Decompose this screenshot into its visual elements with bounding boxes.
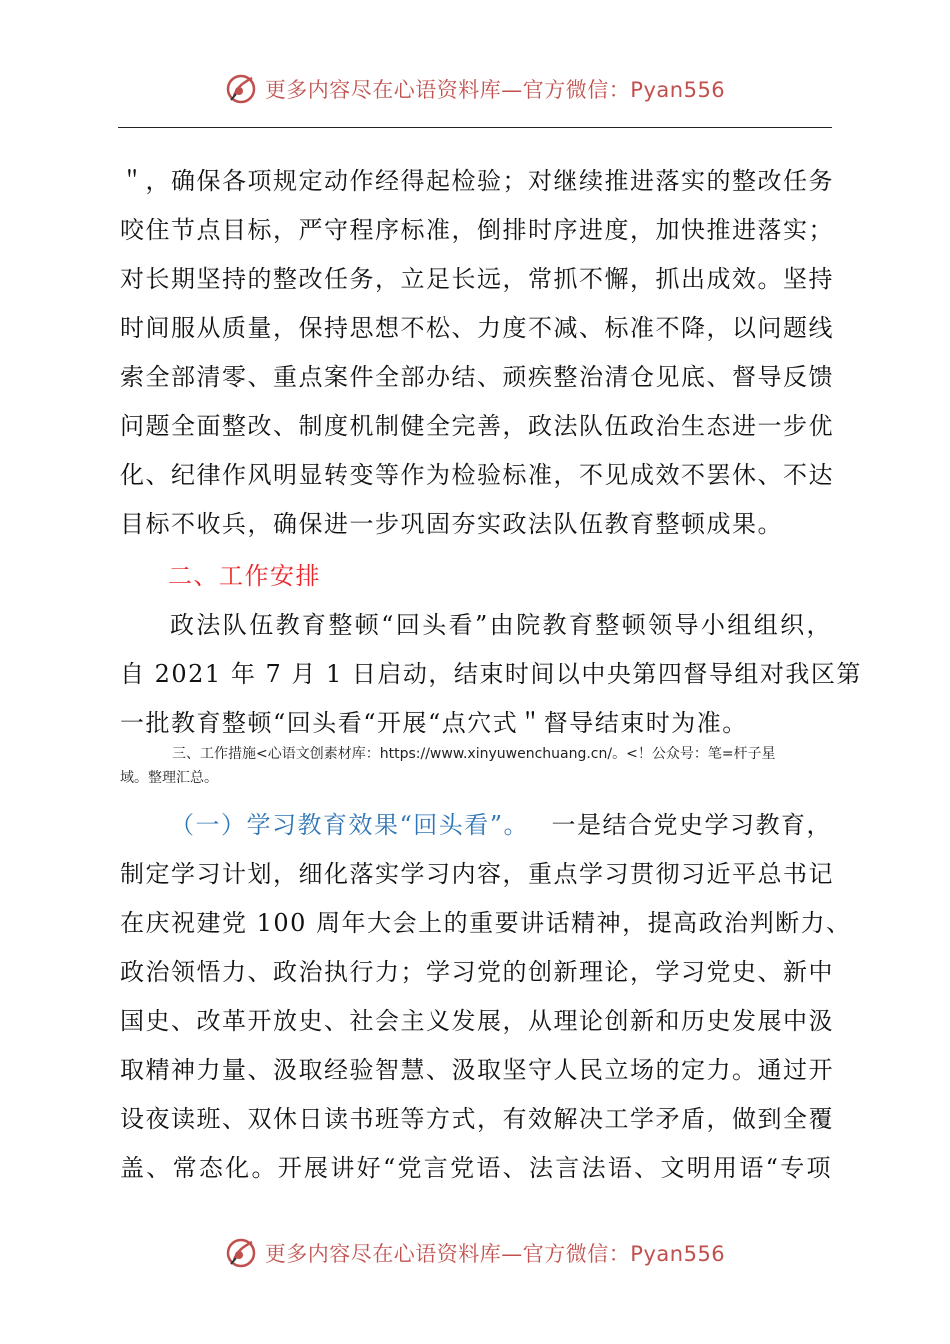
paragraph-text: 一是结合党史学习教育， (551, 811, 832, 839)
paragraph-line: 政法队伍教育整顿“回头看”由院教育整顿领导小组组织， (170, 611, 832, 639)
mouse-logo-icon (225, 1236, 259, 1270)
header-divider (118, 127, 832, 128)
subheading-line (170, 810, 832, 840)
paragraph-line: 制定学习计划，细化落实学习内容，重点学习贯彻习近平总书记 (120, 860, 834, 888)
paragraph-line: 索全部清零、重点案件全部办结、顽疾整治清仓见底、督导反馈 (120, 363, 834, 391)
section-heading-2: 二、工作安排 (168, 562, 321, 590)
footer-watermark (0, 1236, 950, 1270)
paragraph-line: 对长期坚持的整改任务，立足长远，常抓不懈，抓出成效。坚持 (120, 265, 834, 293)
paragraph-line: 盖、常态化。开展讲好“党言党语、法言法语、文明用语“专项 (120, 1154, 832, 1182)
section-3-note: 三、工作措施<心语文创素材库：https://www.xinyuwenchuang.cn/。<！公众号：笔=杆子星 (172, 746, 776, 762)
paragraph-line: 国史、改革开放史、社会主义发展，从理论创新和历史发展中汲 (120, 1007, 834, 1035)
paragraph-line: 一批教育整顿“回头看“开展“点穴式＂督导结束时为准。 (120, 709, 748, 737)
paragraph-line: 自 2021 年 7 月 1 日启动，结束时间以中央第四督导组对我区第 (120, 660, 862, 688)
subheading-1: （一）学习教育效果“回头看”。 (170, 811, 530, 839)
paragraph-line: 取精神力量、汲取经验智慧、汲取坚守人民立场的定力。通过开 (120, 1056, 834, 1084)
paragraph-line: ＂，确保各项规定动作经得起检验；对继续推进落实的整改任务 (120, 167, 834, 195)
header-watermark-text: 更多内容尽在心语资料库—官方微信：Pyan556 (264, 78, 726, 102)
paragraph-line: 问题全面整改、制度机制健全完善，政法队伍政治生态进一步优 (120, 412, 834, 440)
header-watermark (0, 72, 950, 106)
paragraph-line: 时间服从质量，保持思想不松、力度不减、标准不降，以问题线 (120, 314, 834, 342)
paragraph-line: 政治领悟力、政治执行力；学习党的创新理论，学习党史、新中 (120, 958, 834, 986)
section-3-note-cont: 域。整理汇总。 (120, 770, 218, 786)
mouse-logo-icon (225, 72, 259, 106)
paragraph-line: 在庆祝建党 100 周年大会上的重要讲话精神，提高政治判断力、 (120, 909, 852, 937)
paragraph-line: 目标不收兵，确保进一步巩固夯实政法队伍教育整顿成果。 (120, 510, 783, 538)
paragraph-line: 化、纪律作风明显转变等作为检验标准，不见成效不罢休、不达 (120, 461, 834, 489)
paragraph-line: 设夜读班、双休日读书班等方式，有效解决工学矛盾，做到全覆 (120, 1105, 834, 1133)
paragraph-line: 咬住节点目标，严守程序标准，倒排时序进度，加快推进落实； (120, 216, 834, 244)
footer-watermark-text: 更多内容尽在心语资料库—官方微信：Pyan556 (264, 1242, 726, 1266)
